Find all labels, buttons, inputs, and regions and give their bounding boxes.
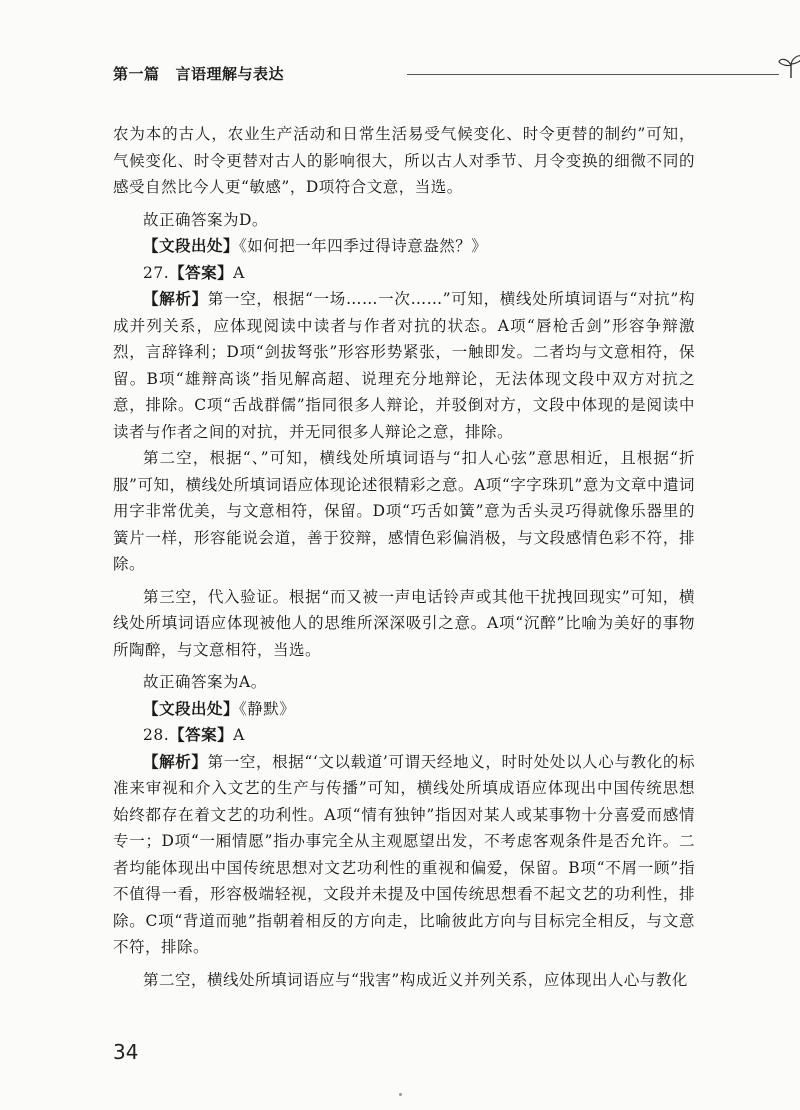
running-header (113, 58, 693, 84)
scan-dot (399, 1093, 402, 1096)
header-rule (407, 74, 779, 75)
page-number: 34 (113, 1040, 139, 1064)
paragraph: 故正确答案为D。 (143, 210, 268, 229)
paragraph: 第三空，代入验证。根据“而又被一声电话铃声或其他干扰拽回现实”可知，横线处所填词语应体现被他人的思维所深深吸引之意。A项“沉醉”比喻为美好的事物所陶醉，与文意相符，当选。 (113, 587, 695, 659)
question-number: 28. (143, 726, 170, 744)
header-chapter: 言语理解与表达 (175, 65, 285, 83)
header-title (113, 63, 284, 84)
header-part: 第一篇 (113, 65, 160, 83)
analysis-tag: 【解析】 (143, 752, 208, 771)
source-title: 《如何把一年四季过得诗意盎然？》 (239, 237, 488, 255)
answer-value: A (233, 726, 245, 744)
sprout-icon (777, 52, 800, 80)
analysis-tag: 【解析】 (143, 290, 208, 308)
page-body (113, 121, 695, 993)
analysis-paragraph (113, 286, 695, 445)
analysis-paragraph (113, 749, 695, 961)
source-line (113, 233, 695, 260)
paragraph: 故正确答案为A。 (143, 673, 267, 691)
analysis-text: 第一空，根据“一场……一次……”可知，横线处所填词语与“对抗”构成并列关系，应体现阅读中读者与作者对抗的状态。A项“唇枪舌剑”形容争辩激烈，言辞锋利；D项“剑拔弩张”形容形势紧张，一触即发。二者均与文意相符，保留。B项“雄辩高谈”指见解高超、说理充分地辩论，无法体现文段中双方对抗之意，排除。C项“舌战群儒”指同很多人辩论，并驳倒对方，文段中体现的是阅读中读者与作者之间的对抗，并无同很多人辩论之意，排除。 (113, 290, 695, 441)
source-line (113, 696, 695, 723)
source-title: 《静默》 (239, 699, 296, 718)
answer-tag: 【答案】 (169, 726, 234, 744)
answer-value: A (233, 263, 245, 282)
question-number: 27. (143, 263, 170, 282)
paragraph: 第二空，根据“、”可知，横线处所填词语与“扣人心弦”意思相近，且根据“折服”可知，横线处所填词语应体现论述很精彩之意。A项“字字珠玑”意为文章中遣词用字非常优美，与文意相符，保留。D项“巧舌如簧”意为舌头灵巧得就像乐器里的簧片一样，形容能说会道，善于狡辩，感情色彩偏消极，与文段感情色彩不符，排除。 (113, 449, 695, 573)
paragraph: 农为本的古人，农业生产活动和日常生活易受气候变化、时令更替的制约”可知，气候变化、时令更替对古人的影响很大，所以古人对季节、月令变换的细微不同的感受自然比今人更“敏感”，D项符合文意，当选。 (113, 125, 695, 196)
paragraph: 第二空，横线处所填词语应与“戕害”构成近义并列关系，应体现出人心与教化 (143, 970, 688, 989)
answer-tag: 【答案】 (169, 263, 234, 282)
source-tag: 【文段出处】 (143, 699, 240, 718)
source-tag: 【文段出处】 (143, 237, 240, 255)
analysis-text: 第一空，根据“‘文以载道’可谓天经地义，时时处处以人心与教化的标准来审视和介入文艺的生产与传播”可知，横线处所填成语应体现出中国传统思想始终都存在着文艺的功利性。A项“情有独钟”指因对某人或某事物十分喜爱而感情专一；D项“一厢情愿”指办事完全从主观愿望出发，不考虑客观条件是否允许。二者均能体现出中国传统思想对文艺功利性的重视和偏爱，保留。B项“不屑一顾”指不值得一看，形容极端轻视，文段并未提及中国传统思想看不起文艺的功利性，排除。C项“背道而驰”指朝着相反的方向走，比喻彼此方向与目标完全相反，与文意不符，排除。 (113, 752, 695, 956)
answer-line (113, 722, 695, 749)
answer-line (113, 260, 695, 287)
